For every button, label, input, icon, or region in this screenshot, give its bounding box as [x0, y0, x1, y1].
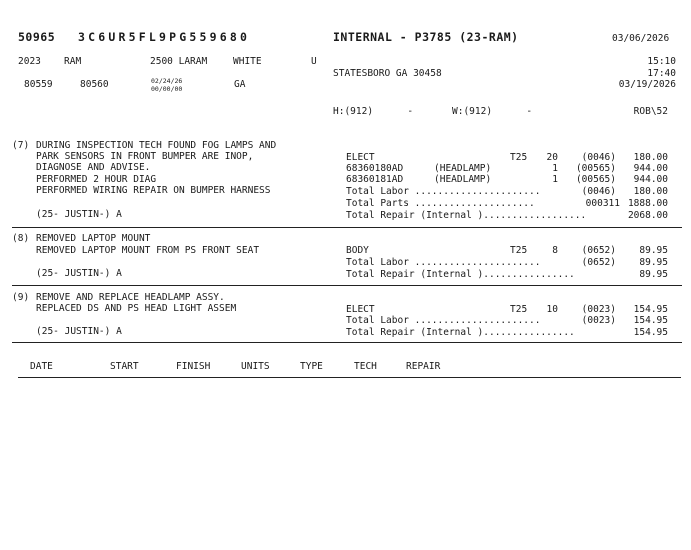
job-line: PERFORMED WIRING REPAIR ON BUMPER HARNESS — [36, 185, 271, 196]
part-qty: 1 — [552, 174, 558, 185]
total-amount: 2068.00 — [627, 210, 668, 221]
job-line: REMOVED LAPTOP MOUNT FROM PS FRONT SEAT — [36, 245, 260, 256]
part-desc: (HEADLAMP) — [434, 174, 492, 185]
part-number: 68360181AD — [346, 174, 404, 185]
part-qty: 1 — [552, 163, 558, 174]
job-category: ELECT — [346, 152, 375, 163]
job-line: REMOVE AND REPLACE HEADLAMP ASSY. — [36, 292, 225, 303]
job-type: T25 — [510, 152, 528, 163]
job-units: 8 — [552, 245, 558, 256]
work-phone: W:(912) - — [452, 106, 533, 117]
part-desc: (HEADLAMP) — [434, 163, 492, 174]
total-amount: 1888.00 — [627, 198, 668, 209]
odometer-in: 80559 — [24, 79, 53, 90]
job-line: REMOVED LAPTOP MOUNT — [36, 233, 151, 244]
vehicle-make: RAM — [64, 56, 82, 67]
small-date-1: 02/24/26 — [151, 77, 183, 85]
job-code: (0046) — [581, 152, 616, 163]
state: GA — [234, 79, 246, 90]
small-date-2: 00/00/00 — [151, 85, 183, 93]
part-amount: 944.00 — [633, 163, 668, 174]
total-amount: 89.95 — [639, 269, 668, 280]
column-header-units: UNITS — [241, 361, 270, 372]
job-tech: (25- JUSTIN-) A — [36, 268, 122, 279]
job-amount: 89.95 — [639, 245, 668, 256]
job-line: PERFORMED 2 HOUR DIAG — [36, 174, 157, 185]
address: 2500 LARAM — [150, 56, 208, 67]
total-amount: 154.95 — [633, 315, 668, 326]
city-state-zip: STATESBORO GA 30458 — [333, 68, 442, 79]
job-line: PARK SENSORS IN FRONT BUMPER ARE INOP, — [36, 151, 254, 162]
vehicle-color: WHITE — [233, 56, 262, 67]
job-units: 10 — [546, 304, 558, 315]
total-code: (0046) — [581, 186, 616, 197]
column-header-repair: REPAIR — [406, 361, 441, 372]
job-tech: (25- JUSTIN-) A — [36, 209, 122, 220]
date-closed: 03/19/2026 — [618, 79, 676, 90]
job-number: (7) — [12, 140, 30, 151]
total-label: Total Repair (Internal )................ — [346, 269, 575, 280]
total-label: Total Repair (Internal ).................. — [346, 210, 587, 221]
vin: 3C6UR5FL9PG559680 — [78, 30, 251, 44]
divider — [12, 227, 682, 228]
job-number: (8) — [12, 233, 30, 244]
date-open: 03/06/2026 — [612, 33, 670, 44]
home-phone: H:(912) - — [333, 106, 414, 117]
part-number: 68360180AD — [346, 163, 404, 174]
job-amount: 154.95 — [633, 304, 668, 315]
column-header-date: DATE — [30, 361, 53, 372]
part-amount: 944.00 — [633, 174, 668, 185]
total-amount: 89.95 — [639, 257, 668, 268]
column-header-finish: FINISH — [176, 361, 211, 372]
total-code: 000311 — [585, 198, 620, 209]
job-category: BODY — [346, 245, 369, 256]
divider — [12, 342, 682, 343]
total-label: Total Labor ...................... — [346, 186, 541, 197]
job-number: (9) — [12, 292, 30, 303]
ro-type: INTERNAL - P3785 (23-RAM) — [333, 30, 519, 44]
total-amount: 180.00 — [633, 186, 668, 197]
job-type: T25 — [510, 304, 528, 315]
part-code: (00565) — [575, 163, 616, 174]
job-tech: (25- JUSTIN-) A — [36, 326, 122, 337]
column-header-type: TYPE — [300, 361, 323, 372]
total-label: Total Parts ..................... — [346, 198, 535, 209]
job-units: 20 — [546, 152, 558, 163]
total-code: (0652) — [581, 257, 616, 268]
job-amount: 180.00 — [633, 152, 668, 163]
total-code: (0023) — [581, 315, 616, 326]
column-header-start: START — [110, 361, 139, 372]
service-writer: ROB\52 — [633, 106, 668, 117]
vehicle-flag: U — [311, 56, 317, 67]
time-in: 15:10 — [647, 56, 676, 67]
job-line: DURING INSPECTION TECH FOUND FOG LAMPS AND — [36, 140, 277, 151]
ro-number: 50965 — [18, 30, 56, 44]
divider — [18, 377, 681, 378]
vehicle-year: 2023 — [18, 56, 41, 67]
job-type: T25 — [510, 245, 528, 256]
total-amount: 154.95 — [633, 327, 668, 338]
job-code: (0023) — [581, 304, 616, 315]
job-line: REPLACED DS AND PS HEAD LIGHT ASSEM — [36, 303, 237, 314]
divider — [12, 285, 682, 286]
column-header-tech: TECH — [354, 361, 377, 372]
job-code: (0652) — [581, 245, 616, 256]
job-line: DIAGNOSE AND ADVISE. — [36, 162, 151, 173]
odometer-out: 80560 — [80, 79, 109, 90]
part-code: (00565) — [575, 174, 616, 185]
total-label: Total Labor ...................... — [346, 257, 541, 268]
total-label: Total Repair (Internal )................ — [346, 327, 575, 338]
total-label: Total Labor ...................... — [346, 315, 541, 326]
job-category: ELECT — [346, 304, 375, 315]
time-out: 17:40 — [647, 68, 676, 79]
